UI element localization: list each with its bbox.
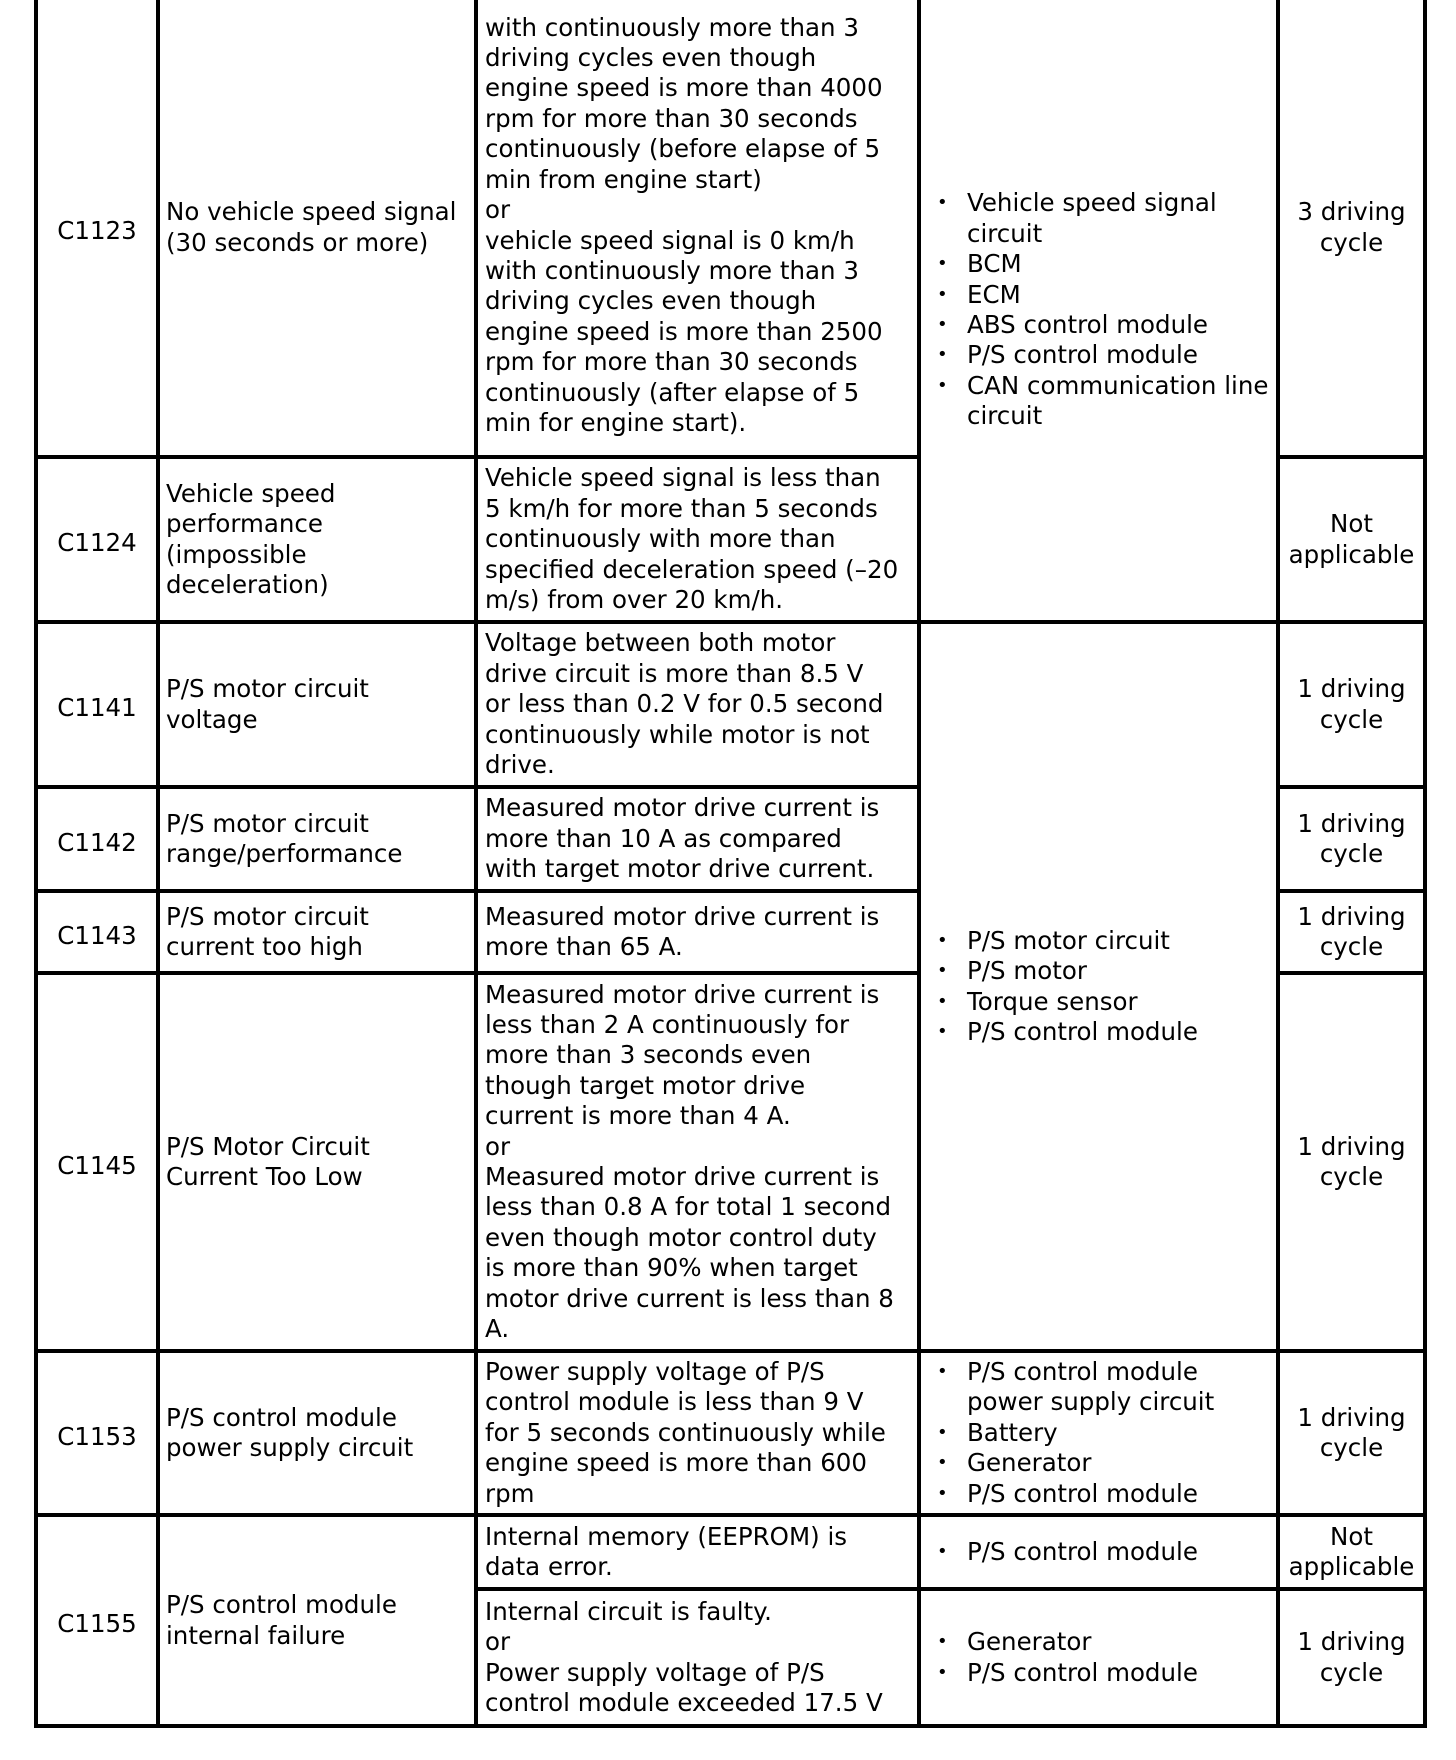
dtc-trip-cell [1278,1515,1425,1589]
dtc-trip: Not applicable [1288,1521,1415,1581]
dtc-trip-cell [1278,0,1425,457]
dtc-trip-cell [1278,457,1425,622]
trouble-area-list [927,926,1270,1048]
detecting-condition-cell [476,1351,919,1515]
dtc-trip-cell [1278,622,1425,787]
trouble-area-text: BCM [967,249,1022,279]
bullet-icon: • [937,990,948,1012]
detecting-item-cell [158,787,476,891]
trouble-area-cell-speed [919,0,1278,622]
detecting-condition-cell [476,973,919,1351]
dtc-code-cell [36,1351,158,1515]
dtc-trip-cell [1278,787,1425,891]
bullet-icon: • [937,1020,948,1042]
trouble-area-text: ECM [967,279,1021,309]
bullet-icon: • [937,1631,948,1653]
trouble-area-text: Generator [967,1448,1092,1478]
detecting-condition-cell [476,891,919,973]
trouble-area-text: ABS control module [967,310,1209,339]
bullet-icon: • [937,283,948,305]
trouble-area-item [935,1479,1270,1509]
trouble-area-text: Vehicle speed signal circuit [967,188,1217,248]
trouble-area-text: Generator [967,1627,1092,1657]
bullet-icon: • [937,1482,948,1504]
detecting-condition: Measured motor drive current is more than 65 A. [485,901,880,961]
dtc-code-cell [36,787,158,891]
bullet-icon: • [937,1360,948,1382]
dtc-trip: 1 driving cycle [1297,674,1406,734]
dtc-trip: 1 driving cycle [1297,1131,1406,1191]
bullet-icon: • [937,1452,948,1474]
detecting-condition: Measured motor drive current is less than 2 A continuously for more than 3 seconds even though target motor drive current is more than 4 A. or Measured motor drive current is less than 0.8 A for total 1 second even though motor control duty is more than 90% when target motor drive current is less than 8 A. [485,979,894,1344]
dtc-trip-cell [1278,973,1425,1351]
detecting-condition: with continuously more than 3 driving cycles even though engine speed is more than 4000 rpm for more than 30 seconds continuously (before elapse of 5 min from engine start) or vehicle speed signal is 0 km/h with continuously more than 3 driving cycles even though engine speed is more than 2500 rpm for more than 30 seconds continuously (after elapse of 5 min for engine start). [485,12,883,437]
bullet-icon: • [937,344,948,366]
dtc-code-cell [36,622,158,787]
trouble-area-item [935,1658,1270,1688]
detecting-item-cell [158,973,476,1351]
trouble-area-item [935,188,1270,249]
dtc-trip: 1 driving cycle [1297,808,1406,868]
trouble-area-text: P/S motor [967,956,1087,986]
trouble-area-item [935,1627,1270,1657]
bullet-icon: • [937,1540,948,1562]
bullet-icon: • [937,960,948,982]
detecting-item: P/S control module power supply circuit [166,1402,414,1462]
dtc-code: C1124 [57,528,137,558]
trouble-area-item [935,1418,1270,1448]
table-row-c1155-a [36,1515,1425,1589]
trouble-area-item [935,987,1270,1017]
dtc-code-cell [36,891,158,973]
detecting-condition-cell [476,457,919,622]
trouble-area-text: P/S motor circuit [967,925,1170,955]
dtc-code: C1142 [57,827,137,857]
detecting-condition: Internal circuit is faulty. or Power supply voltage of P/S control module exceeded 17.5 V [485,1596,883,1717]
detecting-condition: Internal memory (EEPROM) is data error. [485,1521,848,1581]
trouble-area-item [935,280,1270,310]
trouble-area-item [935,1357,1270,1418]
dtc-code-cell [36,0,158,457]
trouble-area-item [935,956,1270,986]
dtc-code: C1155 [57,1609,137,1639]
trouble-area-text: P/S control module [967,1657,1198,1687]
bullet-icon: • [937,1421,948,1443]
detecting-item: P/S motor circuit voltage [166,674,369,734]
detecting-condition-cell [476,787,919,891]
dtc-code: C1153 [57,1421,137,1451]
trouble-area-text: CAN communication line circuit [967,370,1269,431]
trouble-area-item [935,1017,1270,1047]
table-row-c1141 [36,622,1425,787]
bullet-icon: • [937,1661,948,1683]
dtc-trip: 1 driving cycle [1297,1402,1406,1462]
dtc-code-cell [36,457,158,622]
dtc-code: C1141 [57,693,137,723]
trouble-area-text: P/S control module [967,1016,1198,1046]
dtc-code-cell [36,1515,158,1726]
bullet-icon: • [937,314,948,335]
detecting-condition: Power supply voltage of P/S control module is less than 9 V for 5 seconds continuously while engine speed is more than 600 rpm [485,1356,886,1508]
detecting-item-cell [158,1351,476,1515]
detecting-condition-cell [476,0,919,457]
detecting-item-cell [158,0,476,457]
trouble-area-text: P/S control module power supply circuit [967,1356,1215,1417]
bullet-icon: • [937,374,948,396]
detecting-condition-cell [476,622,919,787]
trouble-area-item [935,1448,1270,1478]
detecting-item-cell [158,891,476,973]
trouble-area-item [935,249,1270,279]
trouble-area-text: P/S control module [967,340,1198,370]
dtc-trip-cell [1278,891,1425,973]
detecting-item: P/S motor circuit range/performance [166,808,403,868]
trouble-area-cell-motor [919,622,1278,1351]
dtc-code: C1143 [57,920,137,950]
trouble-area-cell-c1155b [919,1589,1278,1726]
dtc-trip: 3 driving cycle [1297,197,1406,257]
trouble-area-item [935,371,1270,432]
trouble-area-text: P/S control module [967,1478,1198,1508]
trouble-area-cell-c1155a [919,1515,1278,1589]
trouble-area-text: Battery [967,1417,1058,1447]
table-row-c1153 [36,1351,1425,1515]
detecting-condition-cell [476,1515,919,1589]
trouble-area-list [927,1537,1270,1567]
dtc-trip-cell [1278,1589,1425,1726]
dtc-code: C1145 [57,1150,137,1180]
trouble-area-list [927,188,1270,431]
dtc-code-cell [36,973,158,1351]
dtc-trip-cell [1278,1351,1425,1515]
detecting-condition-cell [476,1589,919,1726]
detecting-item-cell [158,457,476,622]
table-row-c1123 [36,0,1425,457]
detecting-condition: Voltage between both motor drive circuit is more than 8.5 V or less than 0.2 V for 0.5 second continuously while motor is not drive. [485,628,884,780]
detecting-item: P/S control module internal failure [166,1590,397,1650]
trouble-area-item [935,926,1270,956]
dtc-table [34,0,1427,1728]
dtc-trip: Not applicable [1288,509,1415,569]
detecting-item: No vehicle speed signal (30 seconds or more) [166,197,457,257]
trouble-area-item [935,1537,1270,1567]
detecting-item: P/S Motor Circuit Current Too Low [166,1131,370,1191]
trouble-area-item [935,310,1270,340]
dtc-trip: 1 driving cycle [1297,901,1406,961]
bullet-icon: • [937,929,948,951]
dtc-trip: 1 driving cycle [1297,1627,1406,1687]
detecting-condition: Vehicle speed signal is less than 5 km/h for more than 5 seconds continuously with more than specified deceleration speed (–20 m/s) from over 20 km/h. [485,463,899,615]
trouble-area-text: Torque sensor [967,986,1138,1016]
bullet-icon: • [937,192,948,214]
detecting-item: P/S motor circuit current too high [166,901,369,961]
trouble-area-text: P/S control module [967,1536,1198,1566]
bullet-icon: • [937,253,948,275]
detecting-condition: Measured motor drive current is more than 10 A as compared with target motor drive current. [485,793,880,884]
dtc-code: C1123 [57,216,137,246]
detecting-item-cell [158,622,476,787]
trouble-area-list [927,1357,1270,1509]
trouble-area-list [927,1627,1270,1688]
trouble-area-item [935,340,1270,370]
trouble-area-cell-c1153 [919,1351,1278,1515]
detecting-item: Vehicle speed performance (impossible deceleration) [166,478,336,599]
detecting-item-cell [158,1515,476,1726]
